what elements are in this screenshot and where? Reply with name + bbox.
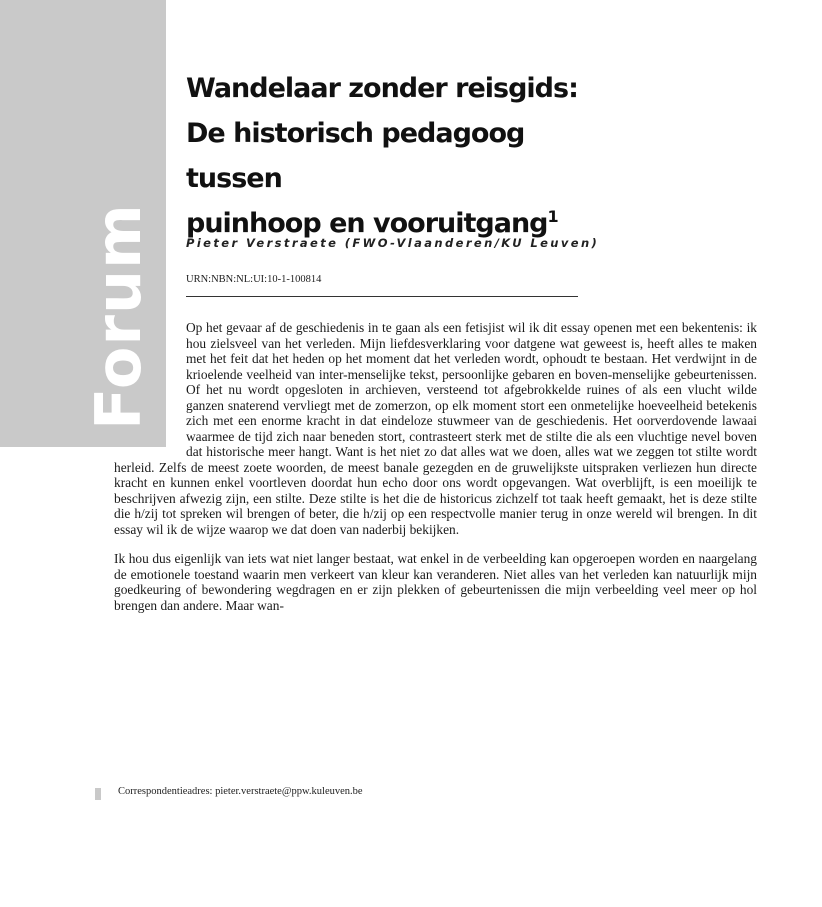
urn-identifier: URN:NBN:NL:UI:10-1-100814 — [186, 274, 322, 285]
title-line-1: Wandelaar zonder reisgids: — [186, 73, 578, 104]
author-line: Pieter Verstraete (FWO-Vlaanderen/KU Leuven) — [186, 236, 600, 250]
title-footnote-ref[interactable]: 1 — [547, 207, 558, 226]
title-divider — [186, 296, 578, 297]
footnote-correspondence: Correspondentieadres: pieter.verstraete@ppw.kuleuven.be — [118, 786, 363, 797]
body-paragraph-1: Op het gevaar af de geschiedenis in te gaan als een fetisjist wil ik dit essay openen met een bekentenis: ik hou zielsveel van het verleden. Mijn liefdesverklaring voor datgene wat geweest is, heeft alles te maken met het feit dat het heden op het moment dat het verleden wordt, ophoudt te bestaan. Het verdwijnt in de krioelende veelheid van inter-menselijke tekst, persoonlijke gebaren en boven-menselijke gebeurtenissen. Of het nu wordt opgesloten in archieven, versteend tot afgebrokkelde ruines of als een vlucht wilde ganzen snaterend vervliegt met de zomerzon, op elk moment stort een onmetelijke hoeveelheid betekenis zich met een enorme kracht in dat eindeloze stuwmeer van de geschiedenis. Het oorverdovende lawaai waarmee de tijd zich naar beneden stort, contrasteert sterk met de stilte die als een vluchtige nevel boven dat historische meer hangt. Want is het niet zo dat alles wat we doen, alles wat we zeggen tot stilte wordt herleid. Zelfs de meest zoete woorden, de meest banale gezegden en de gruwelijkste uitspraken verliezen hun directe kracht en kunnen enkel voortleven doordat hun echo door ons wordt opgevangen. Wat overblijft, is een moeilijk te beschrijven afwezig zijn, een stilte. Deze stilte is het die de historicus zichzelf tot taak heeft gemaakt, het is deze stilte die h/zij tot spreken wil brengen of beter, die h/zij op een respectvolle manier terug in onze wereld wil brengen. In dit essay wil ik de wijze waarop we dat doen van naderbij bekijken. — [114, 320, 757, 537]
body-paragraph-2: Ik hou dus eigenlijk van iets wat niet langer bestaat, wat enkel in de verbeelding kan opgeroepen worden en naargelang de emotionele toestand waarin men verkeert van kleur kan veranderen. Niet alles van het verleden kan natuurlijk mijn goedkeuring of bewondering wegdragen en er zijn plekken of gebeurtenissen die mijn verbeelding veel meer op hol brengen dan andere. Maar wan- — [114, 551, 757, 613]
section-label: Forum — [82, 203, 155, 430]
article-body — [0, 320, 822, 613]
article-title — [186, 66, 606, 246]
sidebar-float-spacer — [0, 320, 186, 456]
title-line-2: De historisch pedagoog tussen — [186, 118, 525, 194]
title-line-3: puinhoop en vooruitgang — [186, 208, 548, 239]
footnote-marker — [95, 788, 101, 800]
